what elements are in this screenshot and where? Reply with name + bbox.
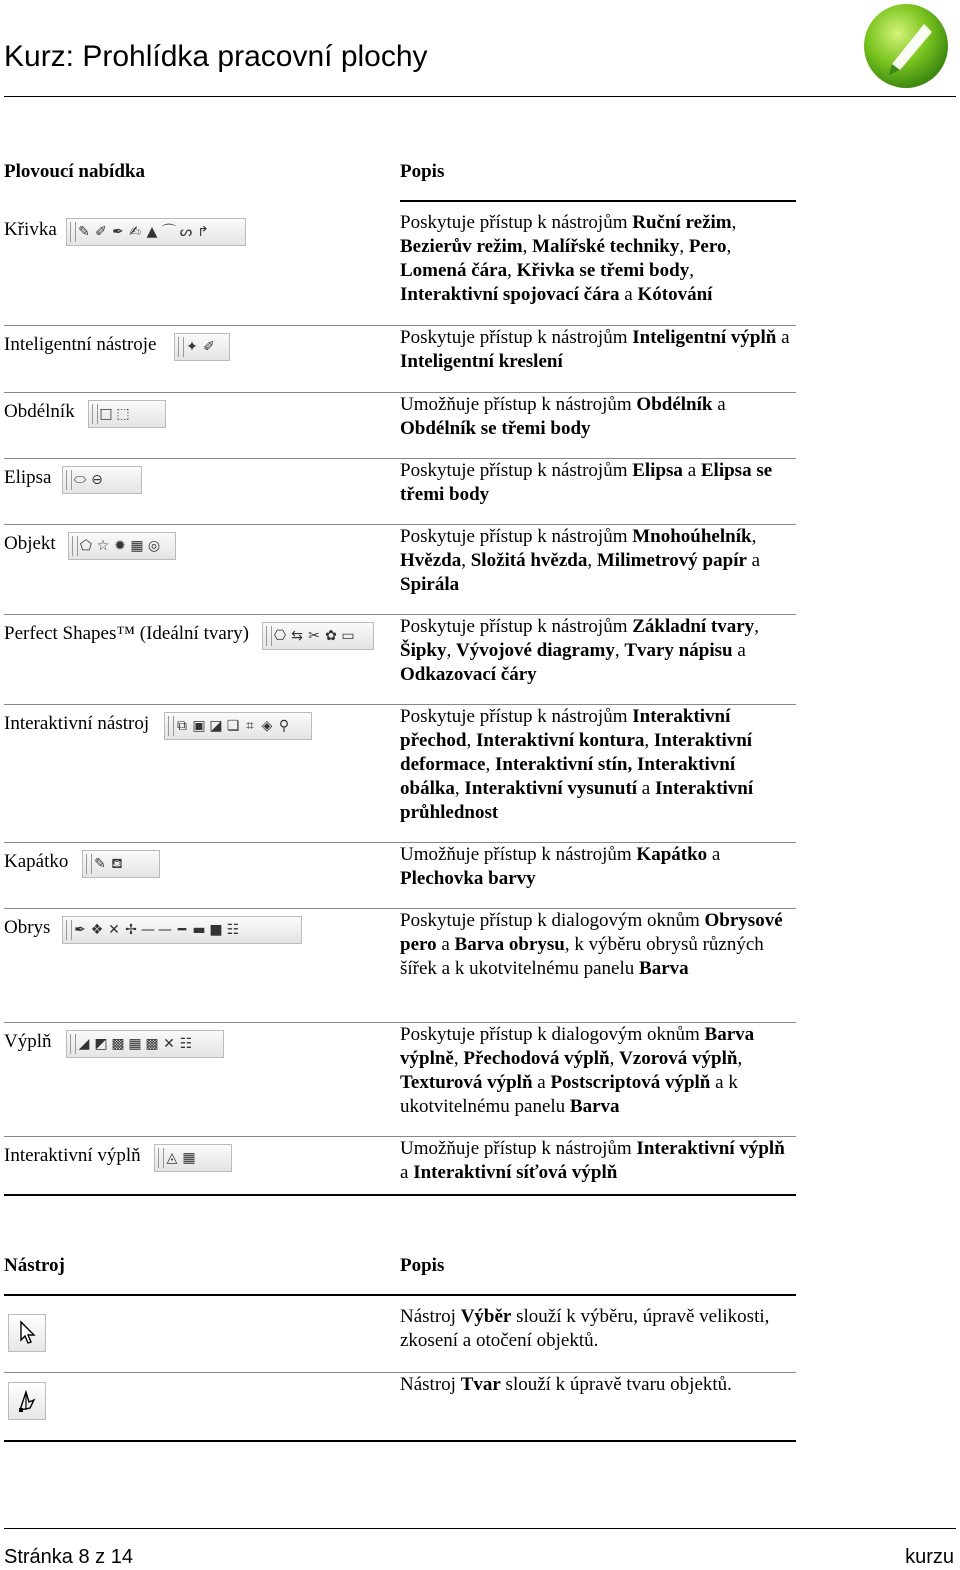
description-text: ,	[453, 1048, 464, 1069]
tool-name: Mnohoúhelník	[632, 526, 752, 547]
row-description	[400, 211, 790, 307]
tool-icon[interactable]: ✒	[112, 224, 124, 240]
description-text: ,	[485, 754, 495, 775]
tool-icon[interactable]: ᔕ	[179, 224, 193, 240]
row-label: Křivka	[4, 219, 57, 240]
floating-menus-table	[4, 160, 796, 1200]
row-description	[400, 615, 790, 687]
description-text: ,	[726, 236, 732, 257]
column-header-description: Popis	[400, 161, 445, 182]
tool-icon[interactable]: ✎	[94, 856, 106, 872]
tool-name: Barva	[639, 958, 689, 979]
tool-icon[interactable]: —	[141, 922, 155, 938]
tool-name: Interaktivní kontura	[476, 730, 645, 751]
flyout-toolbar[interactable]	[164, 712, 312, 740]
description-text: ,	[731, 212, 737, 233]
tool-name: Vývojové diagramy	[455, 640, 615, 661]
description-text: a	[400, 1162, 414, 1183]
tool-icon[interactable]: ▬	[192, 922, 206, 938]
page-title: Kurz: Prohlídka pracovní plochy	[4, 40, 428, 73]
tool-name: Kapátko	[636, 844, 708, 865]
tool-icon[interactable]: ■	[209, 922, 223, 938]
tool-icon[interactable]: ▣	[192, 718, 206, 734]
tool-icon[interactable]: ✐	[203, 339, 215, 355]
row-description	[400, 909, 790, 981]
tool-icon[interactable]: ▩	[145, 1036, 159, 1052]
tool-name: Spirála	[400, 574, 460, 595]
tool-icon[interactable]: ✹	[114, 538, 126, 554]
flyout-toolbar[interactable]	[66, 218, 246, 246]
tool-icon[interactable]: ⚲	[278, 718, 290, 734]
tool-icon[interactable]: ⌒	[162, 224, 176, 240]
row-label: Objekt	[4, 533, 56, 554]
tool-name: Barva	[569, 1096, 620, 1117]
tool-name: Hvězda	[400, 550, 462, 571]
row-description	[400, 1137, 790, 1185]
flyout-toolbar[interactable]	[262, 622, 374, 650]
row-label: Kapátko	[4, 851, 69, 872]
tool-name: Obrysové pero	[400, 910, 783, 955]
table-row	[4, 1304, 796, 1372]
tool-name: Šipky	[400, 640, 447, 661]
tool-icon[interactable]: ✂	[308, 628, 320, 644]
description-text: ,	[614, 640, 625, 661]
flyout-toolbar[interactable]	[174, 333, 230, 361]
table-row	[4, 704, 796, 842]
tool-icon[interactable]: ❖	[90, 922, 104, 938]
description-text: ,	[466, 730, 476, 751]
description-text: ,	[507, 260, 517, 281]
column-header-description: Popis	[400, 1255, 445, 1276]
description-text: a	[776, 327, 790, 348]
tool-name: Křivka se třemi body	[516, 260, 690, 281]
page-number: Stránka 8 z 14	[4, 1546, 133, 1568]
tool-name: Elipsa se třemi body	[400, 460, 773, 505]
tool-icon[interactable]: ▦	[128, 1036, 142, 1052]
table-row	[4, 392, 796, 458]
tool-name: Plechovka barvy	[400, 868, 536, 889]
tool-name: Interaktivní deformace	[400, 730, 753, 775]
description-text: Poskytuje přístup k nástrojům	[400, 460, 633, 481]
description-text: Umožňuje přístup k nástrojům	[400, 394, 637, 415]
description-text: a	[532, 1072, 551, 1093]
tool-icon[interactable]: ◩	[94, 1036, 108, 1052]
table-row	[4, 1136, 796, 1194]
tool-name: Tvary nápisu	[624, 640, 733, 661]
tool-name: Kótování	[637, 284, 713, 305]
tool-name: Tvar	[460, 1374, 501, 1395]
tool-icon[interactable]: ⬠	[79, 538, 93, 554]
tool-name: Interaktivní stín, Interaktivní obálka	[400, 754, 736, 799]
row-label: Elipsa	[4, 467, 52, 488]
description-text: a	[637, 778, 655, 799]
row-description	[400, 459, 790, 507]
description-text: a	[746, 550, 761, 571]
description-text: ,	[587, 550, 597, 571]
tool-name: Odkazovací čáry	[400, 664, 537, 685]
description-text: ,	[689, 260, 694, 281]
tool-name: Interaktivní síťová výplň	[413, 1162, 618, 1183]
tool-icon[interactable]: □	[99, 406, 113, 422]
description-text: a	[619, 284, 638, 305]
description-text: Nástroj	[400, 1374, 461, 1395]
description-text: ,	[446, 640, 456, 661]
tool-name: Barva výplně	[400, 1024, 755, 1069]
tool-icon[interactable]: ✐	[95, 224, 107, 240]
tool-name: Interaktivní výplň	[636, 1138, 785, 1159]
table-row	[4, 1022, 796, 1136]
description-text: ,	[644, 730, 654, 751]
row-description	[400, 1023, 790, 1119]
row-label: Interaktivní výplň	[4, 1145, 141, 1166]
tool-name: Interaktivní průhlednost	[400, 778, 754, 823]
table-row	[4, 614, 796, 704]
tool-icon[interactable]: ✢	[125, 922, 137, 938]
tool-icon[interactable]: ☷	[179, 1036, 193, 1052]
tool-name: Lomená čára	[400, 260, 508, 281]
tool-name: Výběr	[460, 1306, 512, 1327]
flyout-toolbar[interactable]	[66, 1030, 224, 1058]
footer-text: kurzu	[905, 1546, 954, 1568]
description-text: Poskytuje přístup k nástrojům	[400, 616, 633, 637]
description-text: Umožňuje přístup k nástrojům	[400, 844, 637, 865]
table-row	[4, 1372, 796, 1440]
tool-name: Inteligentní kreslení	[400, 351, 563, 372]
tool-name: Interaktivní vysunutí	[464, 778, 638, 799]
tool-name: Ruční režim	[632, 212, 732, 233]
tool-icon[interactable]: ✦	[186, 339, 198, 355]
tool-icon[interactable]: ✎	[78, 224, 90, 240]
tool-name: Interaktivní spojovací čára	[400, 284, 620, 305]
flyout-toolbar[interactable]	[154, 1144, 232, 1172]
row-label: Obrys	[4, 917, 51, 938]
tool-icon[interactable]: ◎	[147, 538, 161, 554]
tool-icon[interactable]: ❏	[226, 718, 240, 734]
tool-icon[interactable]: ▦	[130, 538, 144, 554]
flyout-toolbar[interactable]	[88, 400, 166, 428]
tool-icon[interactable]: ⎔	[273, 628, 287, 644]
footer-rule	[4, 1528, 956, 1529]
tool-icon[interactable]: ▦	[182, 1150, 196, 1166]
description-text: a	[712, 394, 726, 415]
tool-name: Vzorová výplň	[619, 1048, 738, 1069]
tool-icon[interactable]: ✕	[163, 1036, 175, 1052]
row-description	[400, 843, 790, 891]
tool-name: Obdélník	[636, 394, 713, 415]
description-text: Umožňuje přístup k nástrojům	[400, 1138, 637, 1159]
tool-icon[interactable]: ☆	[96, 538, 110, 554]
tool-icon[interactable]: ▩	[111, 1036, 125, 1052]
tool-name: Interaktivní přechod	[400, 706, 731, 751]
tool-name: Malířské techniky	[532, 236, 680, 257]
description-text: a	[732, 640, 746, 661]
tool-icon[interactable]: ⇆	[291, 628, 303, 644]
description-text: ,	[522, 236, 533, 257]
description-text: ,	[754, 616, 759, 637]
description-text: , k výběru obrysů různých šířek a k ukotvitelnému panelu	[400, 934, 764, 979]
description-text: ,	[454, 778, 465, 799]
tool-icon[interactable]: ▲	[146, 224, 158, 240]
description-text: ,	[461, 550, 471, 571]
description-text: Poskytuje přístup k dialogovým oknům	[400, 1024, 705, 1045]
tool-icon[interactable]: ✕	[108, 922, 120, 938]
description-text: Poskytuje přístup k nástrojům	[400, 526, 633, 547]
tool-icon[interactable]: —	[158, 922, 172, 938]
row-label: Perfect Shapes™ (Ideální tvary)	[4, 623, 249, 644]
description-text: ,	[609, 1048, 620, 1069]
description-text: Poskytuje přístup k nástrojům	[400, 327, 633, 348]
table-row	[4, 458, 796, 524]
row-description	[400, 1305, 790, 1353]
tool-icon[interactable]: ⊖	[91, 472, 103, 488]
flyout-toolbar[interactable]	[62, 916, 302, 944]
table-row	[4, 908, 796, 1022]
table-row	[4, 210, 796, 325]
table-row	[4, 524, 796, 614]
flyout-toolbar[interactable]	[68, 532, 176, 560]
row-description	[400, 393, 790, 441]
tool-icon[interactable]: ◢	[78, 1036, 90, 1052]
tool-name: Bezierův režim	[400, 236, 523, 257]
pick-tool-icon[interactable]	[8, 1314, 46, 1352]
description-text: Nástroj	[400, 1306, 461, 1327]
table-row	[4, 325, 796, 392]
row-label: Interaktivní nástroj	[4, 713, 150, 734]
tool-name: Základní tvary	[632, 616, 755, 637]
tool-name: Texturová výplň	[400, 1072, 533, 1093]
table-row	[4, 842, 796, 908]
tool-icon[interactable]: ⧉	[177, 718, 187, 734]
tool-name: Milimetrový papír	[596, 550, 747, 571]
tool-name: Obdélník se třemi body	[400, 418, 591, 439]
tool-icon[interactable]: ⬚	[116, 406, 130, 422]
tool-icon[interactable]: ⛾	[111, 856, 123, 872]
coreldraw-logo-icon	[862, 2, 950, 90]
row-label: Obdélník	[4, 401, 75, 422]
row-label: Výplň	[4, 1031, 52, 1052]
tool-name: Inteligentní výplň	[632, 327, 777, 348]
flyout-toolbar[interactable]	[82, 850, 160, 878]
description-text: a	[682, 460, 701, 481]
tool-icon[interactable]: ✍	[129, 224, 141, 240]
description-text: a	[436, 934, 455, 955]
tool-name: Přechodová výplň	[463, 1048, 610, 1069]
header-rule	[4, 96, 956, 97]
description-text: ,	[751, 526, 757, 547]
tool-name: Složitá hvězda	[470, 550, 588, 571]
tool-name: Pero	[688, 236, 727, 257]
description-text: ,	[679, 236, 689, 257]
tool-name: Postscriptová výplň	[550, 1072, 711, 1093]
tool-name: Elipsa	[632, 460, 683, 481]
tool-icon[interactable]: ◈	[261, 718, 273, 734]
row-divider	[4, 1440, 796, 1442]
flyout-toolbar[interactable]	[62, 466, 142, 494]
row-description	[400, 525, 790, 597]
tool-icon[interactable]: ◪	[209, 718, 223, 734]
description-text: Poskytuje přístup k dialogovým oknům	[400, 910, 705, 931]
header-rule	[4, 1294, 796, 1296]
tool-icon[interactable]: ✒	[74, 922, 86, 938]
tool-icon[interactable]: ▭	[341, 628, 355, 644]
description-text: a	[707, 844, 721, 865]
row-label: Inteligentní nástroje	[4, 334, 157, 355]
description-text: a k ukotvitelnému panelu	[400, 1072, 738, 1117]
tool-icon[interactable]: ✿	[325, 628, 337, 644]
tool-name: Barva obrysu	[454, 934, 565, 955]
tools-table	[4, 1254, 796, 1434]
tool-icon[interactable]: ⬭	[74, 472, 86, 488]
shape-tool-icon[interactable]	[8, 1382, 46, 1420]
column-header-floating-menu: Plovoucí nabídka	[4, 161, 145, 182]
description-text: slouží k úpravě tvaru objektů.	[500, 1374, 732, 1395]
tool-icon[interactable]: ↱	[197, 224, 209, 240]
description-text: slouží k výběru, úpravě velikosti, zkosení a otočení objektů.	[400, 1306, 770, 1351]
row-description	[400, 1373, 790, 1397]
tool-icon[interactable]: ━	[177, 922, 187, 938]
row-divider	[4, 1194, 796, 1196]
tool-icon[interactable]: ⌗	[246, 718, 254, 734]
header-rule	[400, 200, 796, 202]
tool-icon[interactable]: ◬	[166, 1150, 178, 1166]
description-text: Poskytuje přístup k nástrojům	[400, 212, 633, 233]
row-description	[400, 326, 790, 374]
tool-icon[interactable]: ☷	[226, 922, 240, 938]
description-text: Poskytuje přístup k nástrojům	[400, 706, 633, 727]
column-header-tool: Nástroj	[4, 1255, 65, 1276]
description-text: ,	[737, 1048, 743, 1069]
row-description	[400, 705, 790, 825]
